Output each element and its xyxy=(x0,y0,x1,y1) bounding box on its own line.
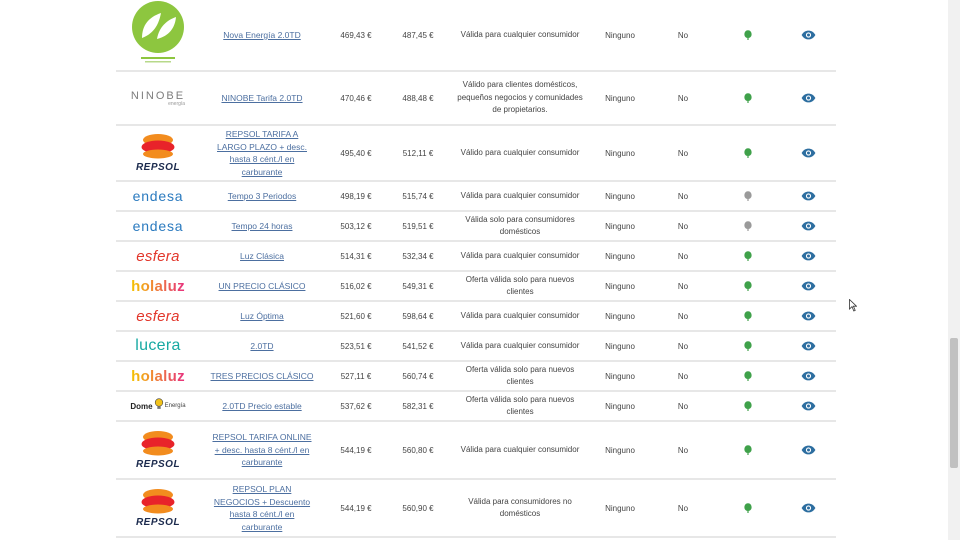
additional-services-value: No xyxy=(677,191,689,201)
repsol-logo xyxy=(136,430,180,470)
repsol-wordmark: REPSOL xyxy=(135,459,181,470)
tariff-name-cell xyxy=(210,392,314,420)
lucera-logo: lucera xyxy=(135,337,181,354)
conditions-text: Oferta válida solo para nuevos clientes xyxy=(465,274,575,296)
provider-logo-cell xyxy=(116,212,200,240)
additional-services-value: No xyxy=(677,371,689,381)
conditions-text: Válida para cualquier consumidor xyxy=(460,340,580,350)
tariff-name-link[interactable]: REPSOL PLAN NEGOCIOS + Descuento hasta 8 cént./l en carburante xyxy=(213,484,311,532)
scrollbar-track[interactable] xyxy=(948,0,960,540)
tariff-name-cell xyxy=(210,480,314,536)
provider-logo-cell xyxy=(116,272,200,300)
provider-logo-cell xyxy=(116,0,200,70)
price-following-years: 512,11 € xyxy=(402,148,434,158)
permanence-value: Ninguno xyxy=(605,401,635,411)
price-first-year: 503,12 € xyxy=(340,221,372,231)
repsol-flame-icon xyxy=(139,133,177,164)
price-first-year: 498,19 € xyxy=(340,191,372,201)
provider-logo-cell xyxy=(116,72,200,124)
green-energy-leaf-icon xyxy=(728,362,768,390)
green-energy-leaf-icon xyxy=(728,0,768,70)
endesa-logo: endesa xyxy=(132,188,184,204)
tariff-name-cell xyxy=(210,0,314,70)
conditions-text: Válida para cualquier consumidor xyxy=(460,444,580,454)
table-row xyxy=(116,272,836,302)
price-first-year: 544,19 € xyxy=(340,503,372,513)
table-row xyxy=(116,480,836,538)
repsol-wordmark: REPSOL xyxy=(135,517,181,528)
ninobe-logo xyxy=(131,90,185,107)
permanence-value: Ninguno xyxy=(605,281,635,291)
tariff-name-link[interactable]: NINOBE Tarifa 2.0TD xyxy=(221,92,303,103)
repsol-wordmark: REPSOL xyxy=(135,162,181,173)
tariff-name-cell xyxy=(210,182,314,210)
tariff-name-link[interactable]: 2.0TD Precio estable xyxy=(222,400,302,411)
price-following-years: 515,74 € xyxy=(402,191,434,201)
bienestar-logo-icon xyxy=(129,1,187,70)
tariff-name-link[interactable]: Tempo 24 horas xyxy=(231,220,293,231)
tariff-name-cell xyxy=(210,362,314,390)
price-first-year: 521,60 € xyxy=(340,311,372,321)
view-details-eye-icon[interactable] xyxy=(788,0,828,70)
permanence-value: Ninguno xyxy=(605,251,635,261)
green-energy-leaf-icon xyxy=(728,422,768,478)
table-row xyxy=(116,302,836,332)
view-details-eye-icon[interactable] xyxy=(788,182,828,210)
table-row xyxy=(116,392,836,422)
additional-services-value: No xyxy=(677,221,689,231)
tariff-name-link[interactable]: Tempo 3 Periodos xyxy=(227,190,297,201)
tariff-name-link[interactable]: UN PRECIO CLÁSICO xyxy=(218,280,306,291)
endesa-logo: endesa xyxy=(132,218,184,234)
conditions-text: Válida para cualquier consumidor xyxy=(460,250,580,260)
view-details-eye-icon[interactable] xyxy=(788,72,828,124)
green-energy-leaf-icon xyxy=(728,212,768,240)
price-following-years: 549,31 € xyxy=(402,281,434,291)
esfera-logo: esfera xyxy=(136,247,180,265)
price-following-years: 560,74 € xyxy=(402,371,434,381)
conditions-text: Oferta válida solo para nuevos clientes xyxy=(465,394,575,416)
conditions-text: Válida para cualquier consumidor xyxy=(460,310,580,320)
additional-services-value: No xyxy=(677,311,689,321)
mouse-cursor-icon xyxy=(849,299,857,312)
tariff-name-link[interactable]: Luz Clásica xyxy=(240,250,284,261)
dome-energia-logo xyxy=(130,397,185,415)
additional-services-value: No xyxy=(677,251,689,261)
dome-subtext: Energía xyxy=(164,403,186,409)
additional-services-value: No xyxy=(677,93,689,103)
permanence-value: Ninguno xyxy=(605,148,635,158)
green-energy-leaf-icon xyxy=(728,126,768,180)
scrollbar-thumb[interactable] xyxy=(950,338,958,468)
tariff-name-cell xyxy=(210,272,314,300)
additional-services-value: No xyxy=(677,30,689,40)
view-details-eye-icon[interactable] xyxy=(788,392,828,420)
additional-services-value: No xyxy=(677,503,689,513)
conditions-text: Válida solo para consumidores domésticos xyxy=(465,214,575,236)
tariff-name-cell xyxy=(210,242,314,270)
green-energy-leaf-icon xyxy=(728,182,768,210)
tariff-name-link[interactable]: Nova Energía 2.0TD xyxy=(223,29,301,40)
repsol-flame-icon xyxy=(139,430,177,461)
additional-services-value: No xyxy=(677,148,689,158)
price-following-years: 560,90 € xyxy=(402,503,434,513)
permanence-value: Ninguno xyxy=(605,191,635,201)
green-energy-leaf-icon xyxy=(728,332,768,360)
additional-services-value: No xyxy=(677,445,689,455)
conditions-text: Válido para clientes domésticos, pequeños negocios y comunidades de propietarios. xyxy=(457,80,583,115)
table-row xyxy=(116,242,836,272)
ninobe-subtext: energía xyxy=(168,100,186,107)
ninobe-wordmark: NINOBE xyxy=(130,89,186,102)
price-following-years: 532,34 € xyxy=(402,251,434,261)
price-following-years: 487,45 € xyxy=(402,30,434,40)
price-following-years: 541,52 € xyxy=(402,341,434,351)
permanence-value: Ninguno xyxy=(605,341,635,351)
tariff-name-cell xyxy=(210,72,314,124)
tariff-name-cell xyxy=(210,302,314,330)
permanence-value: Ninguno xyxy=(605,445,635,455)
provider-logo-cell xyxy=(116,242,200,270)
price-following-years: 519,51 € xyxy=(402,221,434,231)
provider-logo-cell xyxy=(116,182,200,210)
provider-logo-cell xyxy=(116,392,200,420)
conditions-text: Válida para cualquier consumidor xyxy=(460,190,580,200)
green-energy-leaf-icon xyxy=(728,242,768,270)
additional-services-value: No xyxy=(677,281,689,291)
view-details-eye-icon[interactable] xyxy=(788,332,828,360)
conditions-text: Válida para consumidores no domésticos xyxy=(468,496,572,518)
price-first-year: 527,11 € xyxy=(340,371,372,381)
price-following-years: 488,48 € xyxy=(402,93,434,103)
view-details-eye-icon[interactable] xyxy=(788,242,828,270)
tariff-name-link[interactable]: Luz Óptima xyxy=(240,310,284,321)
esfera-logo: esfera xyxy=(136,307,180,325)
table-row xyxy=(116,0,836,72)
provider-logo-cell xyxy=(116,362,200,390)
view-details-eye-icon[interactable] xyxy=(788,480,828,536)
tariff-name-cell xyxy=(210,126,314,180)
green-energy-leaf-icon xyxy=(728,392,768,420)
tariff-name-link[interactable]: 2.0TD xyxy=(250,340,274,351)
permanence-value: Ninguno xyxy=(605,503,635,513)
table-row xyxy=(116,212,836,242)
dome-wordmark: Dome xyxy=(130,401,153,411)
additional-services-value: No xyxy=(677,401,689,411)
table-row xyxy=(116,182,836,212)
conditions-text: Válido para cualquier consumidor xyxy=(460,147,580,157)
table-row xyxy=(116,422,836,480)
tariff-name-link[interactable]: REPSOL TARIFA A LARGO PLAZO + desc. hasta 8 cént./l en carburante xyxy=(217,129,307,177)
view-details-eye-icon[interactable] xyxy=(788,422,828,478)
table-row xyxy=(116,362,836,392)
green-energy-leaf-icon xyxy=(728,272,768,300)
table-row xyxy=(116,72,836,126)
price-first-year: 514,31 € xyxy=(340,251,372,261)
view-details-eye-icon[interactable] xyxy=(788,302,828,330)
permanence-value: Ninguno xyxy=(605,311,635,321)
tariff-name-cell xyxy=(210,332,314,360)
tariff-name-cell xyxy=(210,212,314,240)
price-following-years: 582,31 € xyxy=(402,401,434,411)
price-first-year: 523,51 € xyxy=(340,341,372,351)
price-following-years: 560,80 € xyxy=(402,445,434,455)
additional-services-value: No xyxy=(677,341,689,351)
provider-logo-cell xyxy=(116,480,200,536)
conditions-text: Oferta válida solo para nuevos clientes xyxy=(465,364,575,386)
price-first-year: 469,43 € xyxy=(340,30,372,40)
provider-logo-cell xyxy=(116,302,200,330)
price-first-year: 516,02 € xyxy=(340,281,372,291)
price-first-year: 470,46 € xyxy=(340,93,372,103)
repsol-logo xyxy=(136,488,180,528)
provider-logo-cell xyxy=(116,126,200,180)
provider-logo-cell xyxy=(116,332,200,360)
view-details-eye-icon[interactable] xyxy=(788,126,828,180)
green-energy-leaf-icon xyxy=(728,72,768,124)
green-energy-leaf-icon xyxy=(728,302,768,330)
tariff-name-link[interactable]: REPSOL TARIFA ONLINE + desc. hasta 8 cént./l en carburante xyxy=(212,432,312,468)
price-first-year: 495,40 € xyxy=(340,148,372,158)
permanence-value: Ninguno xyxy=(605,221,635,231)
tariff-name-link[interactable]: TRES PRECIOS CLÁSICO xyxy=(210,370,314,381)
repsol-logo xyxy=(136,133,180,173)
provider-logo-cell xyxy=(116,422,200,478)
tariff-name-cell xyxy=(210,422,314,478)
permanence-value: Ninguno xyxy=(605,30,635,40)
conditions-text: Válida para cualquier consumidor xyxy=(460,29,580,39)
view-details-eye-icon[interactable] xyxy=(788,362,828,390)
view-details-eye-icon[interactable] xyxy=(788,272,828,300)
green-energy-leaf-icon xyxy=(728,480,768,536)
permanence-value: Ninguno xyxy=(605,371,635,381)
view-details-eye-icon[interactable] xyxy=(788,212,828,240)
repsol-flame-icon xyxy=(139,488,177,519)
table-row xyxy=(116,126,836,182)
holaluz-logo: holaluz xyxy=(131,367,185,385)
price-first-year: 544,19 € xyxy=(340,445,372,455)
holaluz-logo: holaluz xyxy=(131,277,185,295)
price-following-years: 598,64 € xyxy=(402,311,434,321)
lightbulb-icon xyxy=(154,397,164,415)
permanence-value: Ninguno xyxy=(605,93,635,103)
table-row xyxy=(116,332,836,362)
price-first-year: 537,62 € xyxy=(340,401,372,411)
